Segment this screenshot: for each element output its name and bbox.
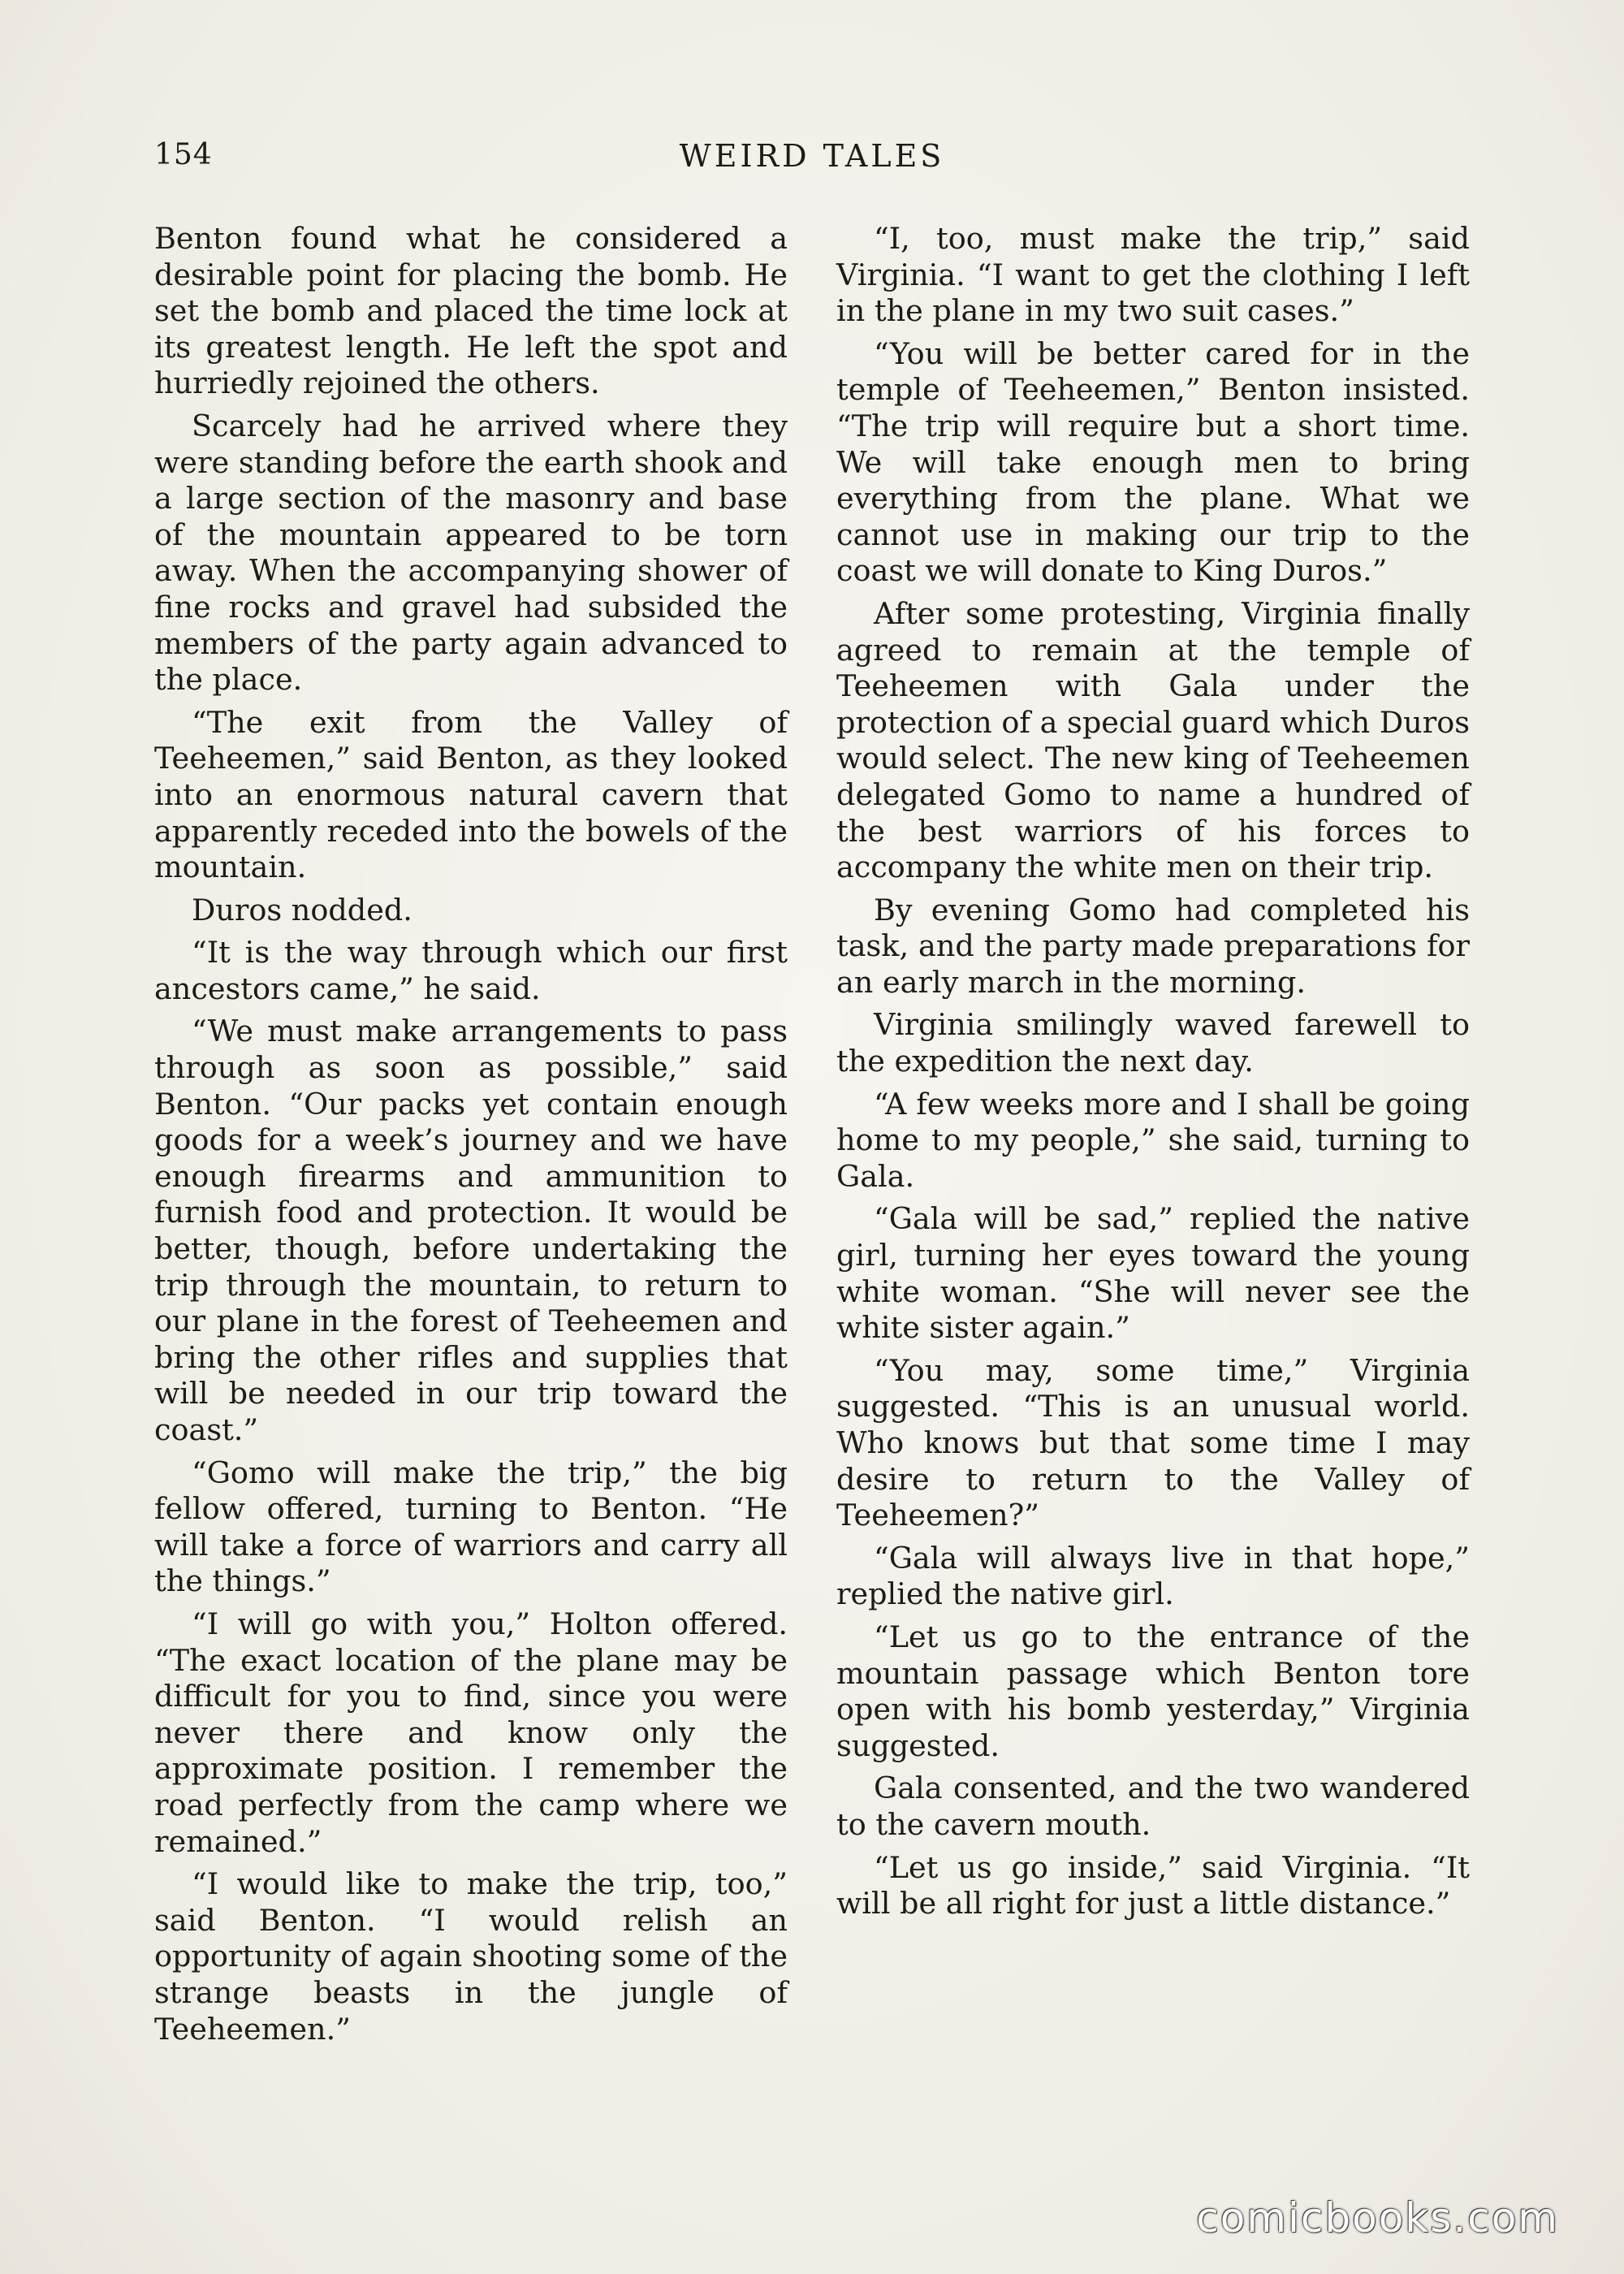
page-number: 154 [154, 138, 213, 171]
paragraph: Gala consented, and the two wandered to the cavern mouth. [836, 1770, 1470, 1842]
paragraph: “A few weeks more and I shall be going home to my people,” she said, turning to Gala. [836, 1086, 1470, 1194]
site-watermark: comicbooks.com [1196, 2194, 1559, 2242]
paragraph: “Gala will always live in that hope,” replied the native girl. [836, 1540, 1470, 1612]
paragraph: “It is the way through which our first ancestors came,” he said. [154, 935, 788, 1006]
right-text-column [836, 221, 1470, 1929]
paragraph: After some protesting, Virginia finally agreed to remain at the temple of Teeheemen with Gala under the protection of a special guard which Duros would select. The new king of Teeheemen delegated Gomo to name a hundred of the best warriors of his forces to accompany the white men on their trip. [836, 595, 1470, 885]
running-title: WEIRD TALES [679, 138, 945, 174]
paragraph: “The exit from the Valley of Teeheemen,” said Benton, as they looked into an enormous natural cavern that apparently receded into the bowels of the mountain. [154, 704, 788, 885]
paragraph: Scarcely had he arrived where they were standing before the earth shook and a large section of the masonry and base of the mountain appeared to be torn away. When the accompanying shower of fine rocks and gravel had subsided the members of the party again advanced to the place. [154, 408, 788, 698]
paragraph: “I would like to make the trip, too,” said Benton. “I would relish an opportunity of again shooting some of the strange beasts in the jungle of Teeheemen.” [154, 1866, 788, 2047]
paragraph: “Gomo will make the trip,” the big fellow offered, turning to Benton. “He will take a force of warriors and carry all the things.” [154, 1455, 788, 1599]
paragraph: “You may, some time,” Virginia suggested. “This is an unusual world. Who knows but that some time I may desire to return to the Valley of Teeheemen?” [836, 1352, 1470, 1533]
paragraph: “We must make arrangements to pass through as soon as possible,” said Benton. “Our packs yet contain enough goods for a week’s journey and we have enough firearms and ammunition to furnish food and protection. It would be better, though, before undertaking the trip through the mountain, to return to our plane in the forest of Teeheemen and bring the other rifles and supplies that will be needed in our trip toward the coast.” [154, 1014, 788, 1447]
page-header [154, 138, 1470, 187]
paragraph: Virginia smilingly waved farewell to the expedition the next day. [836, 1007, 1470, 1079]
paragraph: Duros nodded. [192, 892, 412, 927]
paragraph: “Let us go to the entrance of the mountain passage which Benton tore open with his bomb yesterday,” Virginia suggested. [836, 1619, 1470, 1763]
paragraph: By evening Gomo had completed his task, and the party made preparations for an early march in the morning. [836, 892, 1470, 1000]
paragraph: “Let us go inside,” said Virginia. “It will be all right for just a little distance.” [836, 1849, 1470, 1922]
paragraph: “I, too, must make the trip,” said Virginia. “I want to get the clothing I left in the plane in my two suit cases.” [836, 221, 1470, 329]
left-text-column [154, 221, 788, 2054]
paragraph: “You will be better cared for in the temple of Teeheemen,” Benton insisted. “The trip will require but a short time. We will take enough men to bring everything from the plane. What we cannot use in making our trip to the coast we will donate to King Duros.” [836, 335, 1470, 589]
paragraph: “Gala will be sad,” replied the native girl, turning her eyes toward the young white woman. “She will never see the white sister again.” [836, 1201, 1470, 1346]
paragraph: “I will go with you,” Holton offered. “The exact location of the plane may be difficult for you to find, since you were never there and know only the approximate position. I remember the road perfectly from the camp where we remained.” [154, 1606, 788, 1859]
paragraph: Benton found what he considered a desirable point for placing the bomb. He set the bomb and placed the time lock at its greatest length. He left the spot and hurriedly rejoined the others. [154, 221, 788, 401]
